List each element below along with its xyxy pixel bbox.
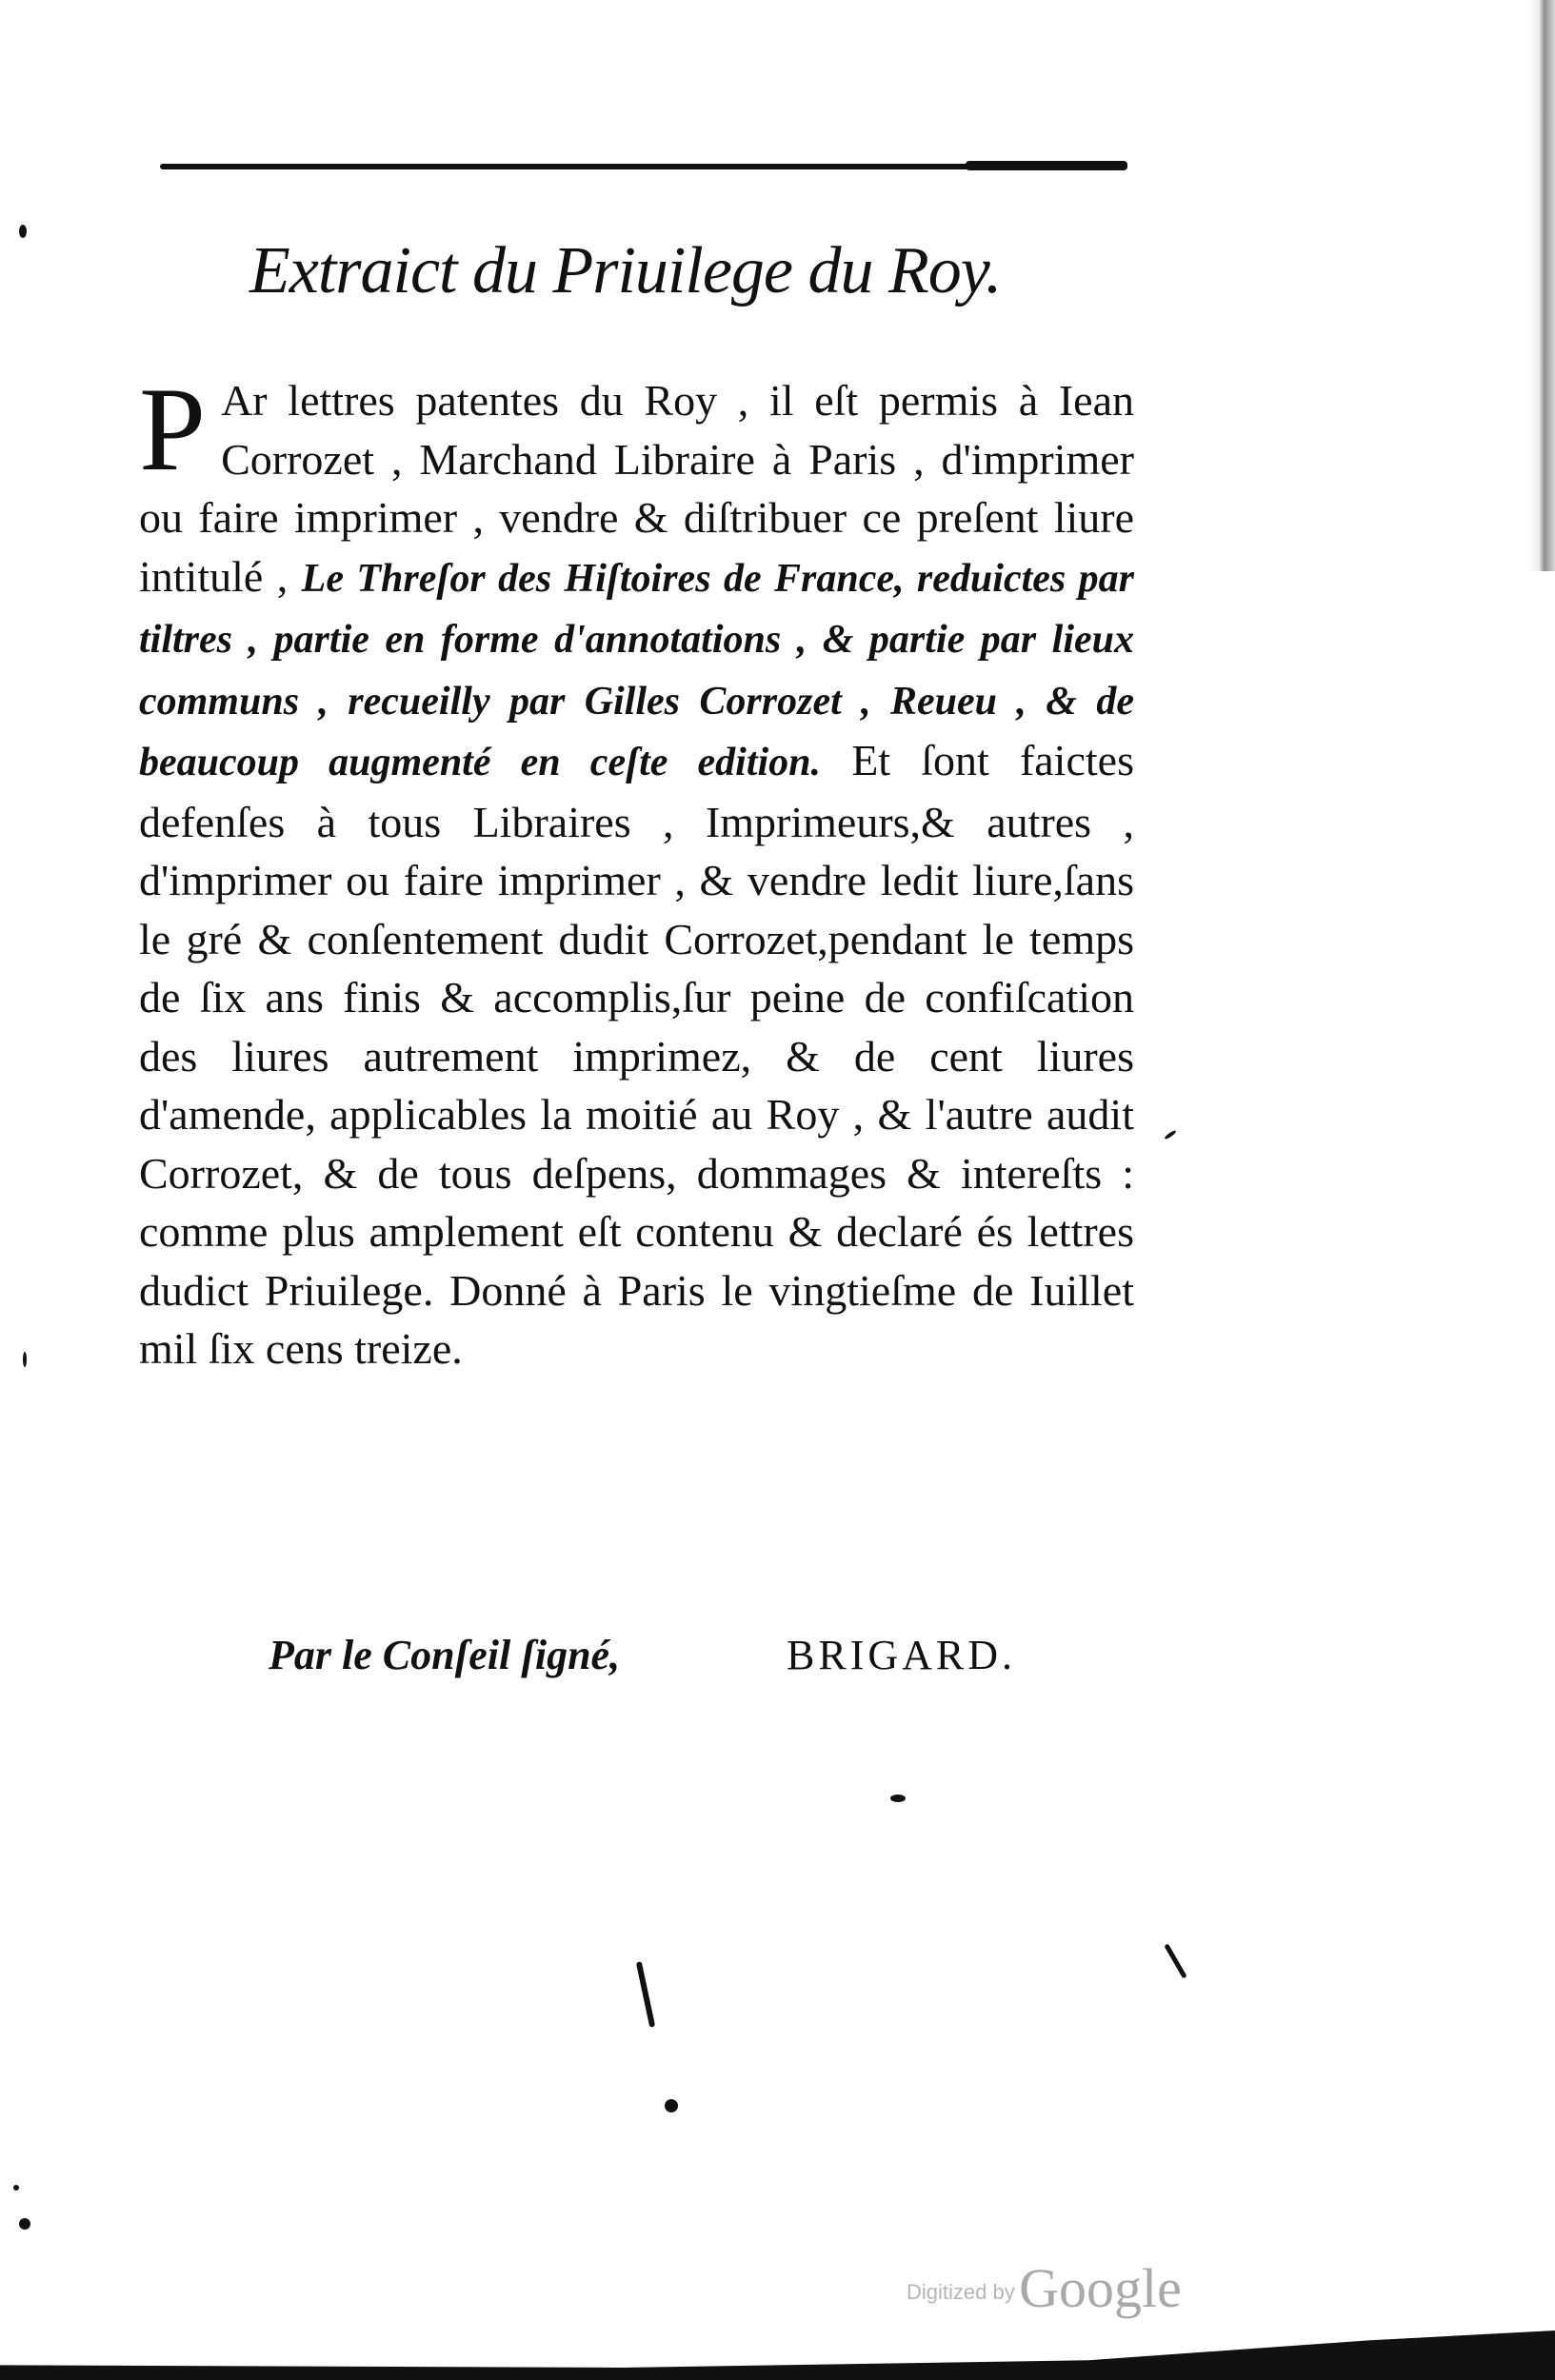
ink-speck — [665, 2099, 678, 2112]
ink-speck — [1164, 1943, 1186, 1978]
watermark-prefix: Digitized by — [907, 2280, 1015, 2304]
ink-speck — [636, 1961, 655, 2028]
ink-speck — [23, 1352, 27, 1367]
ink-speck — [13, 2185, 19, 2191]
text-before-title: Ar lettres patentes du Roy , il eſt permis à Iean Corrozet , Marchand Libraire à Paris , d'imprimer ou faire imprimer , vendre & diſtribuer ce preſent liure intitulé , — [139, 376, 1134, 601]
signatory-name: BRIGARD. — [787, 1632, 1017, 1678]
book-title: Le Threſor des Hiſtoires de France, reduictes par tiltres , partie en forme d'annotations , & partie par lieux communs , recueilly par Gilles Corrozet , Reueu , & de beaucoup augmenté en ceſte edition. — [139, 556, 1135, 784]
ink-speck — [19, 225, 27, 238]
scan-bottom-edge — [0, 2330, 1555, 2380]
top-rule — [160, 164, 1127, 169]
ink-speck — [19, 2218, 30, 2230]
text-after-title: Et ſont faictes defenſes à tous Libraires , Imprimeurs,& autres , d'imprimer ou faire imprimer , & vendre ledit liure,ſans le gré & conſentement dudit Corrozet,pendant le temps de ſix ans finis & accomplis,ſur peine de confiſcation des liures autrement imprimez, & de cent liures d'amende, applicables la moitié au Roy , & l'autre audit Corrozet, & de tous deſpens, dommages & intereſts : comme plus amplement eſt contenu & declaré és lettres dudict Priuilege. Donné à Paris le vingtieſme de Iuillet mil ſix cens treize. — [139, 736, 1134, 1373]
council-signature: Par le Conſeil ſigné, — [269, 1632, 621, 1678]
ink-speck — [890, 1795, 906, 1802]
digitized-watermark — [907, 2256, 1182, 2320]
drop-cap: P — [139, 364, 207, 496]
page-heading: Extraict du Priuilege du Roy. — [249, 234, 1002, 307]
page-edge-shadow — [1528, 0, 1555, 571]
privilege-text — [139, 364, 1135, 1378]
ink-speck — [1164, 1129, 1177, 1140]
google-logo: Google — [1019, 2257, 1182, 2319]
